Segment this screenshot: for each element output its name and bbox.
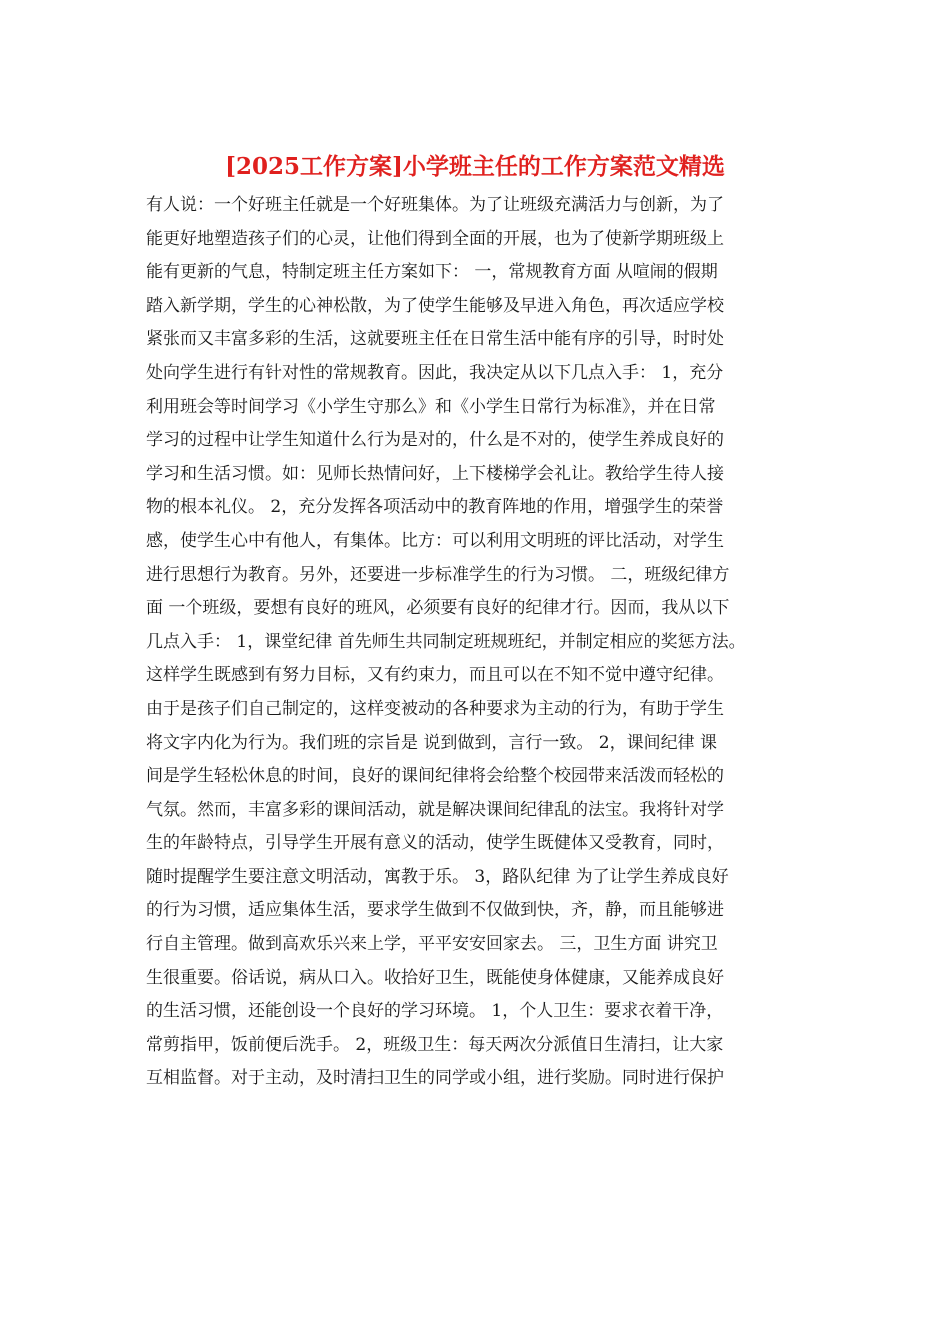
- text-line: 面 一个班级，要想有良好的班风，必须要有良好的纪律才行。因而，我从以下: [146, 598, 730, 619]
- text-line: 将文字内化为行为。我们班的宗旨是 说到做到，言行一致。 2，课间纪律 课: [146, 732, 718, 753]
- text-line: 行自主管理。做到高欢乐兴来上学，平平安安回家去。 三，卫生方面 讲究卫: [146, 934, 718, 955]
- text-line: 物的根本礼仪。 2，充分发挥各项活动中的教育阵地的作用，增强学生的荣誉: [146, 497, 724, 518]
- text-line: 紧张而又丰富多彩的生活，这就要班主任在日常生活中能有序的引导，时时处: [146, 329, 724, 350]
- text-line: 感，使学生心中有他人，有集体。比方：可以利用文明班的评比活动，对学生: [146, 530, 724, 551]
- text-line: 利用班会等时间学习《小学生守那么》和《小学生日常行为标准》，并在日常: [146, 396, 716, 417]
- text-line: 几点入手： 1，课堂纪律 首先师生共同制定班规班纪，并制定相应的奖惩方法。: [146, 631, 746, 652]
- text-line: 随时提醒学生要注意文明活动，寓教于乐。 3，路队纪律 为了让学生养成良好: [146, 866, 729, 887]
- text-line: 踏入新学期，学生的心神松散，为了使学生能够及早进入角色，再次适应学校: [146, 295, 724, 316]
- text-line: 常剪指甲，饭前便后洗手。 2，班级卫生：每天两次分派值日生清扫，让大家: [146, 1034, 724, 1055]
- text-line: 能有更新的气息，特制定班主任方案如下： 一，常规教育方面 从喧闹的假期: [146, 262, 718, 283]
- text-line: 这样学生既感到有努力目标，又有约束力，而且可以在不知不觉中遵守纪律。: [146, 665, 724, 686]
- document-title: [2025工作方案]小学班主任的工作方案范文精选: [225, 153, 725, 180]
- text-line: 间是学生轻松休息的时间，良好的课间纪律将会给整个校园带来活泼而轻松的: [146, 766, 724, 787]
- document-body: [146, 189, 826, 1096]
- text-line: 能更好地塑造孩子们的心灵，让他们得到全面的开展，也为了使新学期班级上: [146, 228, 724, 249]
- text-line: 进行思想行为教育。另外，还要进一步标准学生的行为习惯。 二，班级纪律方: [146, 564, 730, 585]
- text-line: 气氛。然而，丰富多彩的课间活动，就是解决课间纪律乱的法宝。我将针对学: [146, 799, 724, 820]
- text-line: 生的年龄特点，引导学生开展有意义的活动，使学生既健体又受教育，同时，: [146, 833, 724, 854]
- text-line: 处向学生进行有针对性的常规教育。因此，我决定从以下几点入手： 1，充分: [146, 362, 724, 383]
- text-line: 互相监督。对于主动，及时清扫卫生的同学或小组，进行奖励。同时进行保护: [146, 1068, 724, 1089]
- text-line: 学习的过程中让学生知道什么行为是对的，什么是不对的，使学生养成良好的: [146, 430, 724, 451]
- text-line: 由于是孩子们自己制定的，这样变被动的各种要求为主动的行为，有助于学生: [146, 698, 724, 719]
- text-line: 有人说：一个好班主任就是一个好班集体。为了让班级充满活力与创新，为了: [146, 195, 724, 215]
- text-line: 学习和生活习惯。如：见师长热情问好，上下楼梯学会礼让。教给学生待人接: [146, 463, 724, 484]
- text-line: 的行为习惯，适应集体生活，要求学生做到不仅做到快，齐，静，而且能够进: [146, 900, 724, 921]
- text-line: 生很重要。俗话说，病从口入。收拾好卫生，既能使身体健康，又能养成良好: [146, 967, 724, 988]
- text-line: 的生活习惯，还能创设一个良好的学习环境。 1，个人卫生：要求衣着干净，: [146, 1001, 724, 1022]
